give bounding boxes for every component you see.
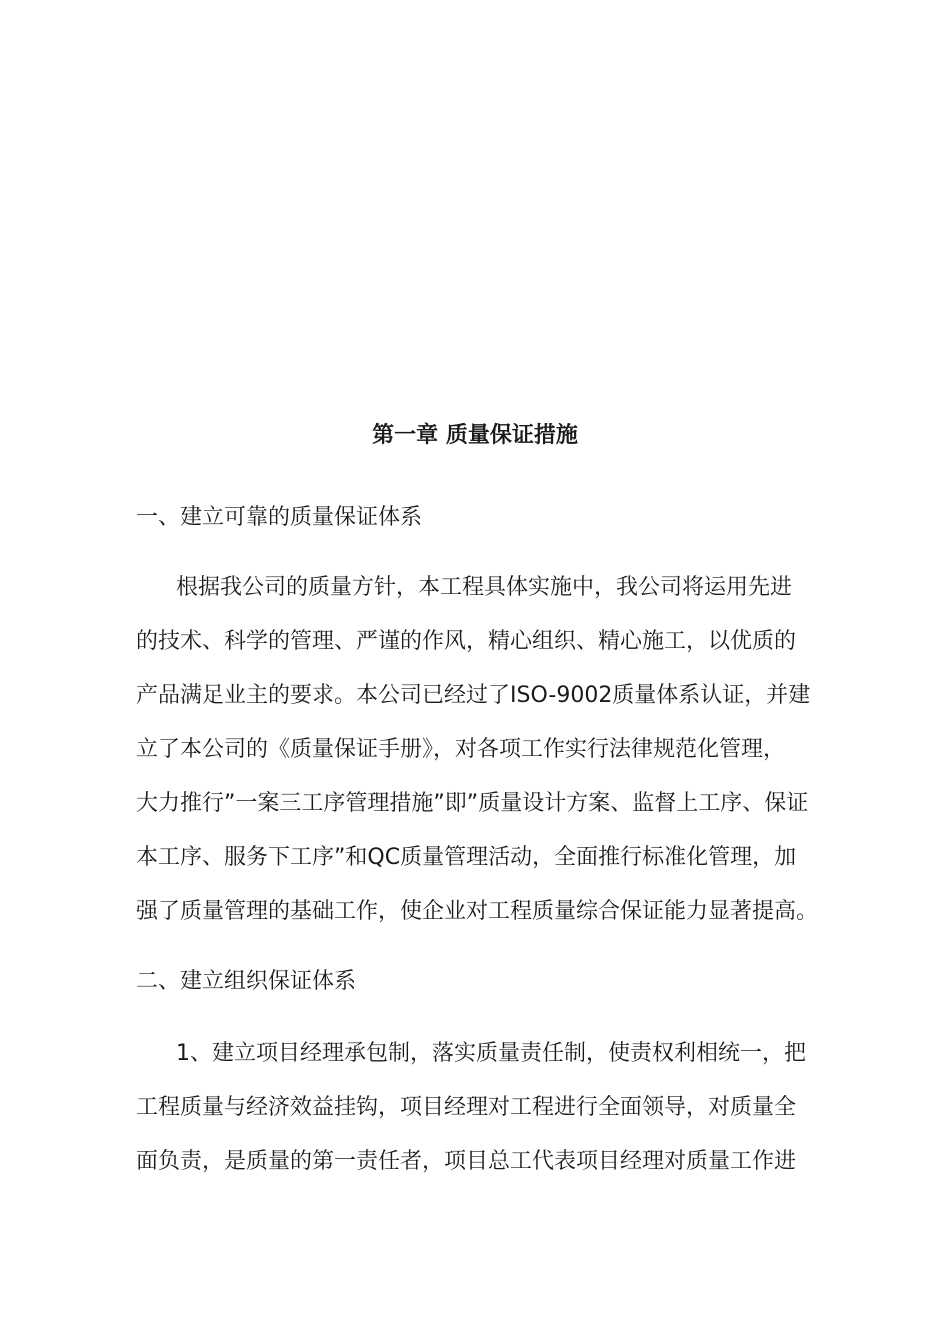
paragraph-line: 1、建立项目经理承包制，落实质量责任制，使责权利相统一，把 bbox=[176, 1041, 806, 1066]
paragraph-line: 强了质量管理的基础工作，使企业对工程质量综合保证能力显著提高。 bbox=[136, 899, 819, 924]
paragraph-line: 本工序、服务下工序”和QC质量管理活动，全面推行标准化管理，加 bbox=[136, 845, 797, 870]
paragraph-line: 产品满足业主的要求。本公司已经过了ISO-9002质量体系认证，并建 bbox=[136, 683, 811, 708]
paragraph-line: 工程质量与经济效益挂钩，项目经理对工程进行全面领导，对质量全 bbox=[136, 1095, 797, 1120]
paragraph-line: 的技术、科学的管理、严谨的作风，精心组织、精心施工，以优质的 bbox=[136, 629, 797, 654]
paragraph-line: 面负责，是质量的第一责任者，项目总工代表项目经理对质量工作进 bbox=[136, 1149, 797, 1174]
section-heading-1: 一、建立可靠的质量保证体系 bbox=[136, 505, 423, 530]
chapter-title: 第一章 质量保证措施 bbox=[372, 423, 578, 448]
paragraph-line: 大力推行”一案三工序管理措施”即”质量设计方案、监督上工序、保证 bbox=[136, 791, 809, 816]
section-heading-2: 二、建立组织保证体系 bbox=[136, 969, 357, 994]
paragraph-line: 根据我公司的质量方针，本工程具体实施中，我公司将运用先进 bbox=[176, 575, 793, 600]
paragraph-line: 立了本公司的《质量保证手册》，对各项工作实行法律规范化管理， bbox=[136, 737, 786, 762]
